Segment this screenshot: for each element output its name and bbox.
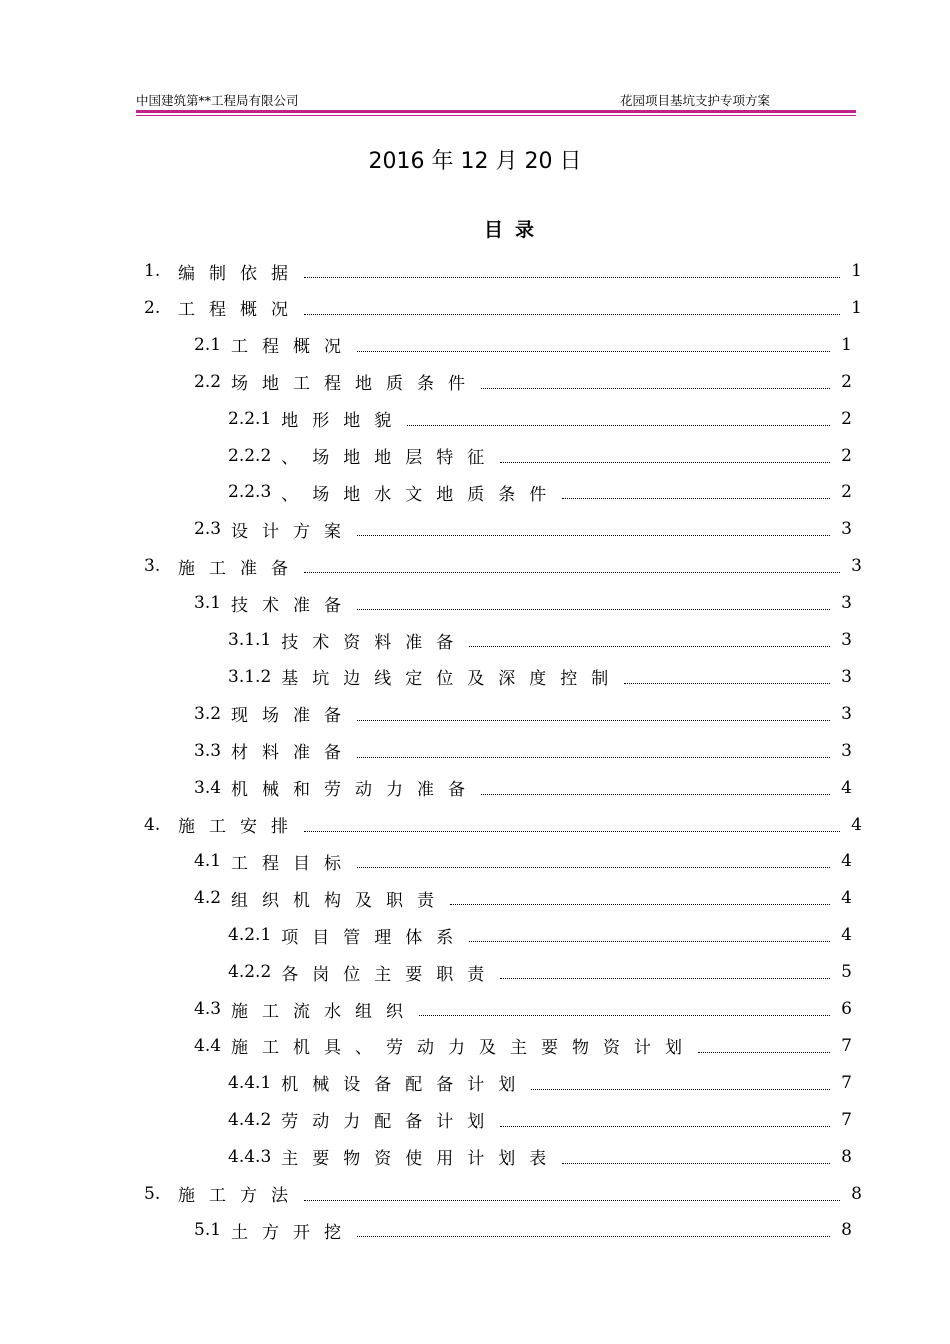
toc-entry[interactable] (228, 474, 852, 510)
toc-entry-label: 土方开挖 (231, 1222, 356, 1243)
toc-entry[interactable] (144, 253, 862, 289)
toc-entry-page: 6 (841, 999, 852, 1019)
toc-entry[interactable] (228, 401, 852, 437)
toc-dot-leader (481, 387, 830, 389)
toc-entry[interactable] (228, 622, 852, 658)
toc-entry[interactable] (144, 548, 862, 584)
toc-dot-leader (562, 497, 830, 499)
toc-entry[interactable] (194, 770, 852, 806)
toc-entry[interactable] (228, 917, 852, 953)
toc-entry-label: 组织机构及职责 (231, 890, 449, 911)
toc-dot-leader (357, 1235, 830, 1237)
toc-entry-page: 4 (841, 777, 852, 798)
toc-entry-label: 施工安排 (178, 817, 302, 837)
toc-dot-leader (407, 424, 830, 426)
toc-entry-label: 设计方案 (231, 521, 356, 542)
toc-entry[interactable] (144, 807, 862, 843)
toc-entry[interactable] (228, 954, 852, 990)
toc-entry-page: 8 (841, 1220, 852, 1241)
toc-entry-page: 3 (841, 666, 852, 687)
toc-entry-number: 3. (144, 556, 161, 577)
toc-entry-number: 3.3 (194, 740, 222, 761)
toc-dot-leader (357, 756, 830, 758)
toc-entry-label: 基坑边线定位及深度控制 (281, 669, 623, 690)
toc-entry-label: 场地工程地质条件 (231, 374, 480, 395)
toc-entry-number: 5. (144, 1183, 161, 1204)
toc-entry-number: 3.1.1 (228, 630, 272, 650)
toc-dot-leader (304, 276, 840, 278)
toc-entry-number: 4.4.1 (228, 1072, 272, 1093)
toc-entry-label: 各岗位主要职责 (281, 964, 499, 985)
toc-dot-leader (500, 977, 830, 979)
toc-entry-page: 3 (841, 740, 852, 761)
toc-entry-number: 2.3 (194, 519, 222, 540)
toc-entry-number: 4.2.2 (228, 962, 272, 983)
toc-dot-leader (419, 1014, 830, 1016)
toc-entry-page: 1 (851, 297, 862, 318)
toc-entry-number: 4. (144, 814, 161, 835)
toc-entry-page: 2 (841, 408, 852, 429)
toc-dot-leader (500, 1125, 830, 1127)
toc-entry-label: 施工方法 (178, 1186, 302, 1206)
toc-entry-label: 机械设备配备计划 (281, 1075, 530, 1096)
toc-entry-number: 1. (144, 261, 161, 281)
toc-dot-leader (562, 1162, 830, 1164)
toc-entry-number: 4.4.3 (228, 1146, 272, 1167)
toc-entry-number: 4.4.2 (228, 1109, 272, 1130)
toc-entry-label: 编制依据 (178, 263, 302, 284)
toc-entry-label: 项目管理体系 (281, 927, 468, 948)
toc-entry-page: 1 (841, 334, 852, 355)
toc-entry-page: 7 (841, 1109, 852, 1130)
toc-entry-label: 施工准备 (178, 558, 302, 579)
toc-dot-leader (357, 534, 830, 536)
toc-entry-page: 7 (841, 1072, 852, 1093)
header-rule (136, 110, 856, 113)
toc-entry[interactable] (194, 327, 852, 363)
toc-entry-label: 主要物资使用计划表 (281, 1149, 561, 1170)
toc-entry-number: 4.4 (194, 1035, 222, 1056)
toc-entry-number: 4.1 (194, 851, 222, 872)
toc-entry[interactable] (194, 733, 852, 769)
toc-entry-page: 2 (841, 482, 852, 503)
toc-entry-number: 2.1 (194, 334, 222, 355)
toc-entry-number: 3.4 (194, 777, 222, 798)
header-rule-thin (136, 115, 856, 116)
toc-entry-number: 2. (144, 297, 161, 318)
toc-entry[interactable] (228, 1139, 852, 1175)
toc-entry-number: 3.1 (194, 593, 222, 614)
toc-entry-number: 4.2.1 (228, 925, 272, 946)
toc-entry-label: 工程概况 (231, 337, 356, 358)
toc-entry-label: 技术资料准备 (281, 632, 468, 653)
toc-dot-leader (357, 719, 830, 721)
toc-entry[interactable] (194, 880, 852, 916)
toc-entry-label: 机械和劳动力准备 (231, 780, 480, 801)
toc-dot-leader (531, 1088, 830, 1090)
toc-entry-page: 1 (851, 261, 862, 281)
toc-entry-number: 2.2.1 (228, 408, 272, 429)
toc-entry-label: 技术准备 (231, 595, 356, 616)
toc-entry-number: 2.2.2 (228, 445, 272, 466)
toc-entry-page: 3 (841, 593, 852, 614)
toc-entry[interactable] (194, 511, 852, 547)
toc-entry-page: 3 (841, 519, 852, 540)
toc-entry-label: 现场准备 (231, 706, 356, 727)
toc-dot-leader (304, 1199, 840, 1201)
toc-entry-label: 施工机具、劳动力及主要物资计划 (231, 1038, 697, 1059)
toc-entry[interactable] (194, 1028, 852, 1064)
document-date: 2016 年 12 月 20 日 (368, 149, 582, 174)
toc-entry[interactable] (228, 659, 852, 695)
toc-dot-leader (304, 571, 840, 573)
toc-entry[interactable] (194, 1212, 852, 1248)
toc-entry-label: 工程目标 (231, 853, 356, 874)
toc-entry-number: 3.2 (194, 703, 222, 724)
toc-dot-leader (469, 645, 830, 647)
toc-dot-leader (698, 1051, 830, 1053)
toc-entry-page: 4 (841, 851, 852, 872)
toc-entry-page: 2 (841, 371, 852, 392)
toc-dot-leader (357, 350, 830, 352)
toc-dot-leader (481, 793, 830, 795)
toc-entry-label: 、场地水文地质条件 (281, 484, 561, 505)
toc-entry-page: 3 (841, 703, 852, 724)
toc-entry[interactable] (194, 991, 852, 1027)
toc-entry[interactable] (144, 1176, 862, 1212)
toc-entry-label: 劳动力配备计划 (281, 1112, 499, 1133)
toc-entry-label: 材料准备 (231, 743, 356, 764)
toc-entry-page: 2 (841, 445, 852, 466)
toc-entry-page: 8 (841, 1146, 852, 1167)
toc-title: 目录 (483, 219, 546, 241)
toc-entry[interactable] (194, 585, 852, 621)
toc-dot-leader (304, 830, 840, 832)
toc-entry[interactable] (194, 843, 852, 879)
toc-entry-page: 4 (851, 814, 862, 835)
toc-dot-leader (357, 608, 830, 610)
toc-entry[interactable] (228, 438, 852, 474)
toc-entry[interactable] (194, 696, 852, 732)
page-header (136, 91, 856, 111)
toc-dot-leader (357, 866, 830, 868)
toc-dot-leader (469, 940, 830, 942)
toc-entry-number: 2.2 (194, 371, 222, 392)
header-company: 中国建筑第**工程局有限公司 (136, 93, 299, 108)
toc-entry-label: 、场地地层特征 (281, 448, 499, 468)
toc-entry-page: 5 (841, 962, 852, 983)
toc-entry-page: 4 (841, 925, 852, 946)
toc-entry-number: 4.2 (194, 888, 222, 909)
header-document-title: 花园项目基坑支护专项方案 (620, 93, 771, 108)
toc-entry-page: 4 (841, 888, 852, 909)
toc-entry-number: 5.1 (194, 1220, 222, 1241)
toc-entry[interactable] (228, 1102, 852, 1138)
toc-entry-page: 3 (851, 556, 862, 577)
toc-dot-leader (500, 461, 830, 463)
toc-entry-label: 施工流水组织 (231, 1001, 418, 1022)
toc-entry-label: 工程概况 (178, 300, 302, 321)
toc-dot-leader (450, 903, 830, 905)
toc-entry-number: 3.1.2 (228, 666, 272, 687)
toc-entry[interactable] (228, 1065, 852, 1101)
toc-dot-leader (624, 682, 830, 684)
toc-entry-page: 3 (841, 630, 852, 650)
toc-entry-number: 4.3 (194, 999, 222, 1019)
toc-entry-page: 8 (851, 1183, 862, 1204)
toc-entry-number: 2.2.3 (228, 482, 272, 503)
toc-entry-page: 7 (841, 1035, 852, 1056)
toc-entry-label: 地形地貌 (281, 411, 406, 432)
toc-entry[interactable] (194, 364, 852, 400)
toc-dot-leader (304, 313, 840, 315)
toc-entry[interactable] (144, 290, 862, 326)
